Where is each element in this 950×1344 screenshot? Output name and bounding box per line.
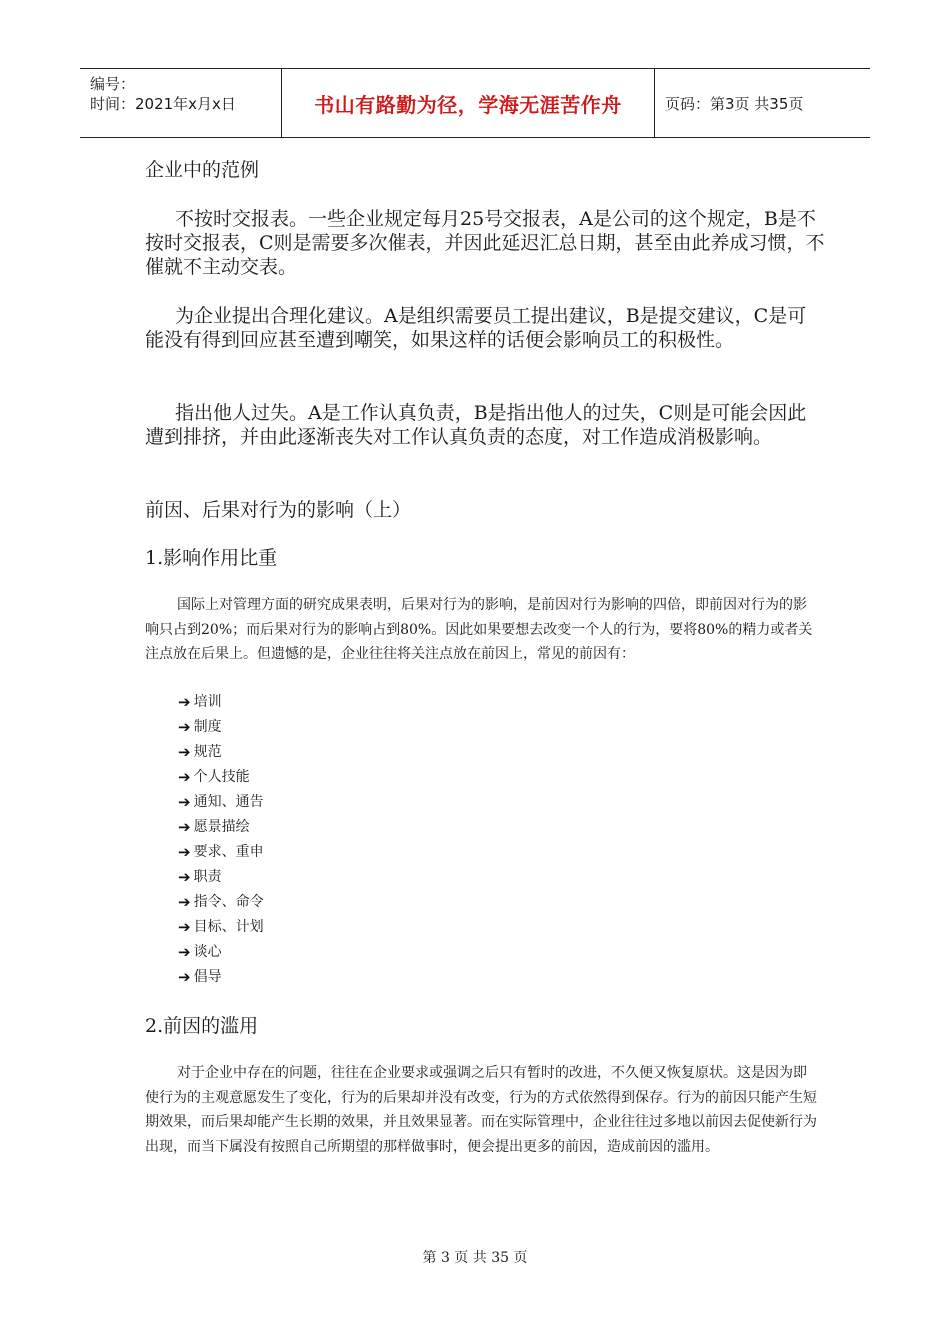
- arrow-right-icon: ➔: [178, 768, 191, 786]
- list-item-label: 个人技能: [193, 769, 250, 785]
- list-item: [178, 715, 264, 740]
- code-label: 编号：: [90, 75, 136, 93]
- motto: 书山有路勤为径，学海无涯苦作舟: [314, 92, 622, 117]
- section-heading-1: 1.影响作用比重: [145, 547, 278, 569]
- header-motto-cell: [282, 69, 655, 137]
- page-info: 页码：第3页 共35页: [665, 94, 804, 113]
- paragraph-suggestions: 为企业提出合理化建议。A是组织需要员工提出建议，B是提交建议，C是可能没有得到回应甚至遭到嘲笑，如果这样的话便会影响员工的积极性。: [145, 305, 807, 351]
- arrow-right-icon: ➔: [178, 843, 191, 861]
- page-footer: [0, 1247, 950, 1267]
- influence-title: 前因、后果对行为的影响（上）: [145, 499, 412, 521]
- date-label: 时间：2021年x月x日: [90, 95, 236, 113]
- list-item-label: 指令、命令: [193, 894, 264, 910]
- list-item-label: 制度: [193, 719, 222, 735]
- list-item: [178, 690, 264, 715]
- arrow-right-icon: ➔: [178, 818, 191, 836]
- list-item-label: 通知、通告: [193, 794, 264, 810]
- list-item: [178, 965, 264, 990]
- arrow-right-icon: ➔: [178, 743, 191, 761]
- list-item-label: 目标、计划: [193, 919, 264, 935]
- list-item-label: 规范: [193, 744, 222, 760]
- list-item-label: 愿景描绘: [193, 819, 250, 835]
- list-item-label: 职责: [193, 869, 222, 885]
- arrow-right-icon: ➔: [178, 868, 191, 886]
- body-paragraph-2: 对于企业中存在的问题，往往在企业要求或强调之后只有暂时的改进，不久便又恢复原状。这是因为即使行为的主观意愿发生了变化，行为的后果却并没有改变，行为的方式依然得到保存。行为的前因只能产生短期效果，而后果却能产生长期的效果，并且效果显著。而在实际管理中，企业往往过多地以前因去促使新行为出现，而当下属没有按照自己所期望的那样做事时，便会提出更多的前因，造成前因的滥用。: [145, 1065, 817, 1155]
- arrow-right-icon: ➔: [178, 693, 191, 711]
- list-item-label: 要求、重申: [193, 844, 264, 860]
- list-item: [178, 740, 264, 765]
- footer-page-number: 第 3 页 共 35 页: [422, 1250, 528, 1266]
- arrow-right-icon: ➔: [178, 893, 191, 911]
- arrow-right-icon: ➔: [178, 793, 191, 811]
- arrow-right-icon: ➔: [178, 968, 191, 986]
- list-item: [178, 890, 264, 915]
- list-item-label: 倡导: [193, 969, 222, 985]
- paragraph-faults: 指出他人过失。A是工作认真负责，B是指出他人的过失，C则是可能会因此遭到排挤，并由此逐渐丧失对工作认真负责的态度，对工作造成消极影响。: [145, 402, 807, 448]
- page-header: [80, 68, 870, 138]
- list-item: [178, 840, 264, 865]
- header-meta: [80, 69, 282, 137]
- list-item: [178, 915, 264, 940]
- arrow-right-icon: ➔: [178, 943, 191, 961]
- list-item: [178, 865, 264, 890]
- list-item: [178, 940, 264, 965]
- header-page-info: [655, 69, 870, 137]
- list-item: [178, 790, 264, 815]
- list-item: [178, 765, 264, 790]
- arrow-right-icon: ➔: [178, 918, 191, 936]
- body-paragraph-1: 国际上对管理方面的研究成果表明，后果对行为的影响，是前因对行为影响的四倍，即前因对行为的影响只占到20%；而后果对行为的影响占到80%。因此如果要想去改变一个人的行为，要将80%的精力或者关注点放在后果上。但遗憾的是，企业往往将关注点放在前因上，常见的前因有：: [145, 597, 813, 662]
- list-item-label: 谈心: [193, 944, 222, 960]
- example-title: 企业中的范例: [145, 159, 260, 181]
- list-item: [178, 815, 264, 840]
- arrow-right-icon: ➔: [178, 718, 191, 736]
- list-item-label: 培训: [193, 694, 222, 710]
- antecedent-list: [178, 690, 264, 990]
- section-heading-2: 2.前因的滥用: [145, 1015, 259, 1037]
- paragraph-reports: 不按时交报表。一些企业规定每月25号交报表，A是公司的这个规定，B是不按时交报表，C则是需要多次催表，并因此延迟汇总日期，甚至由此养成习惯，不催就不主动交表。: [145, 208, 825, 278]
